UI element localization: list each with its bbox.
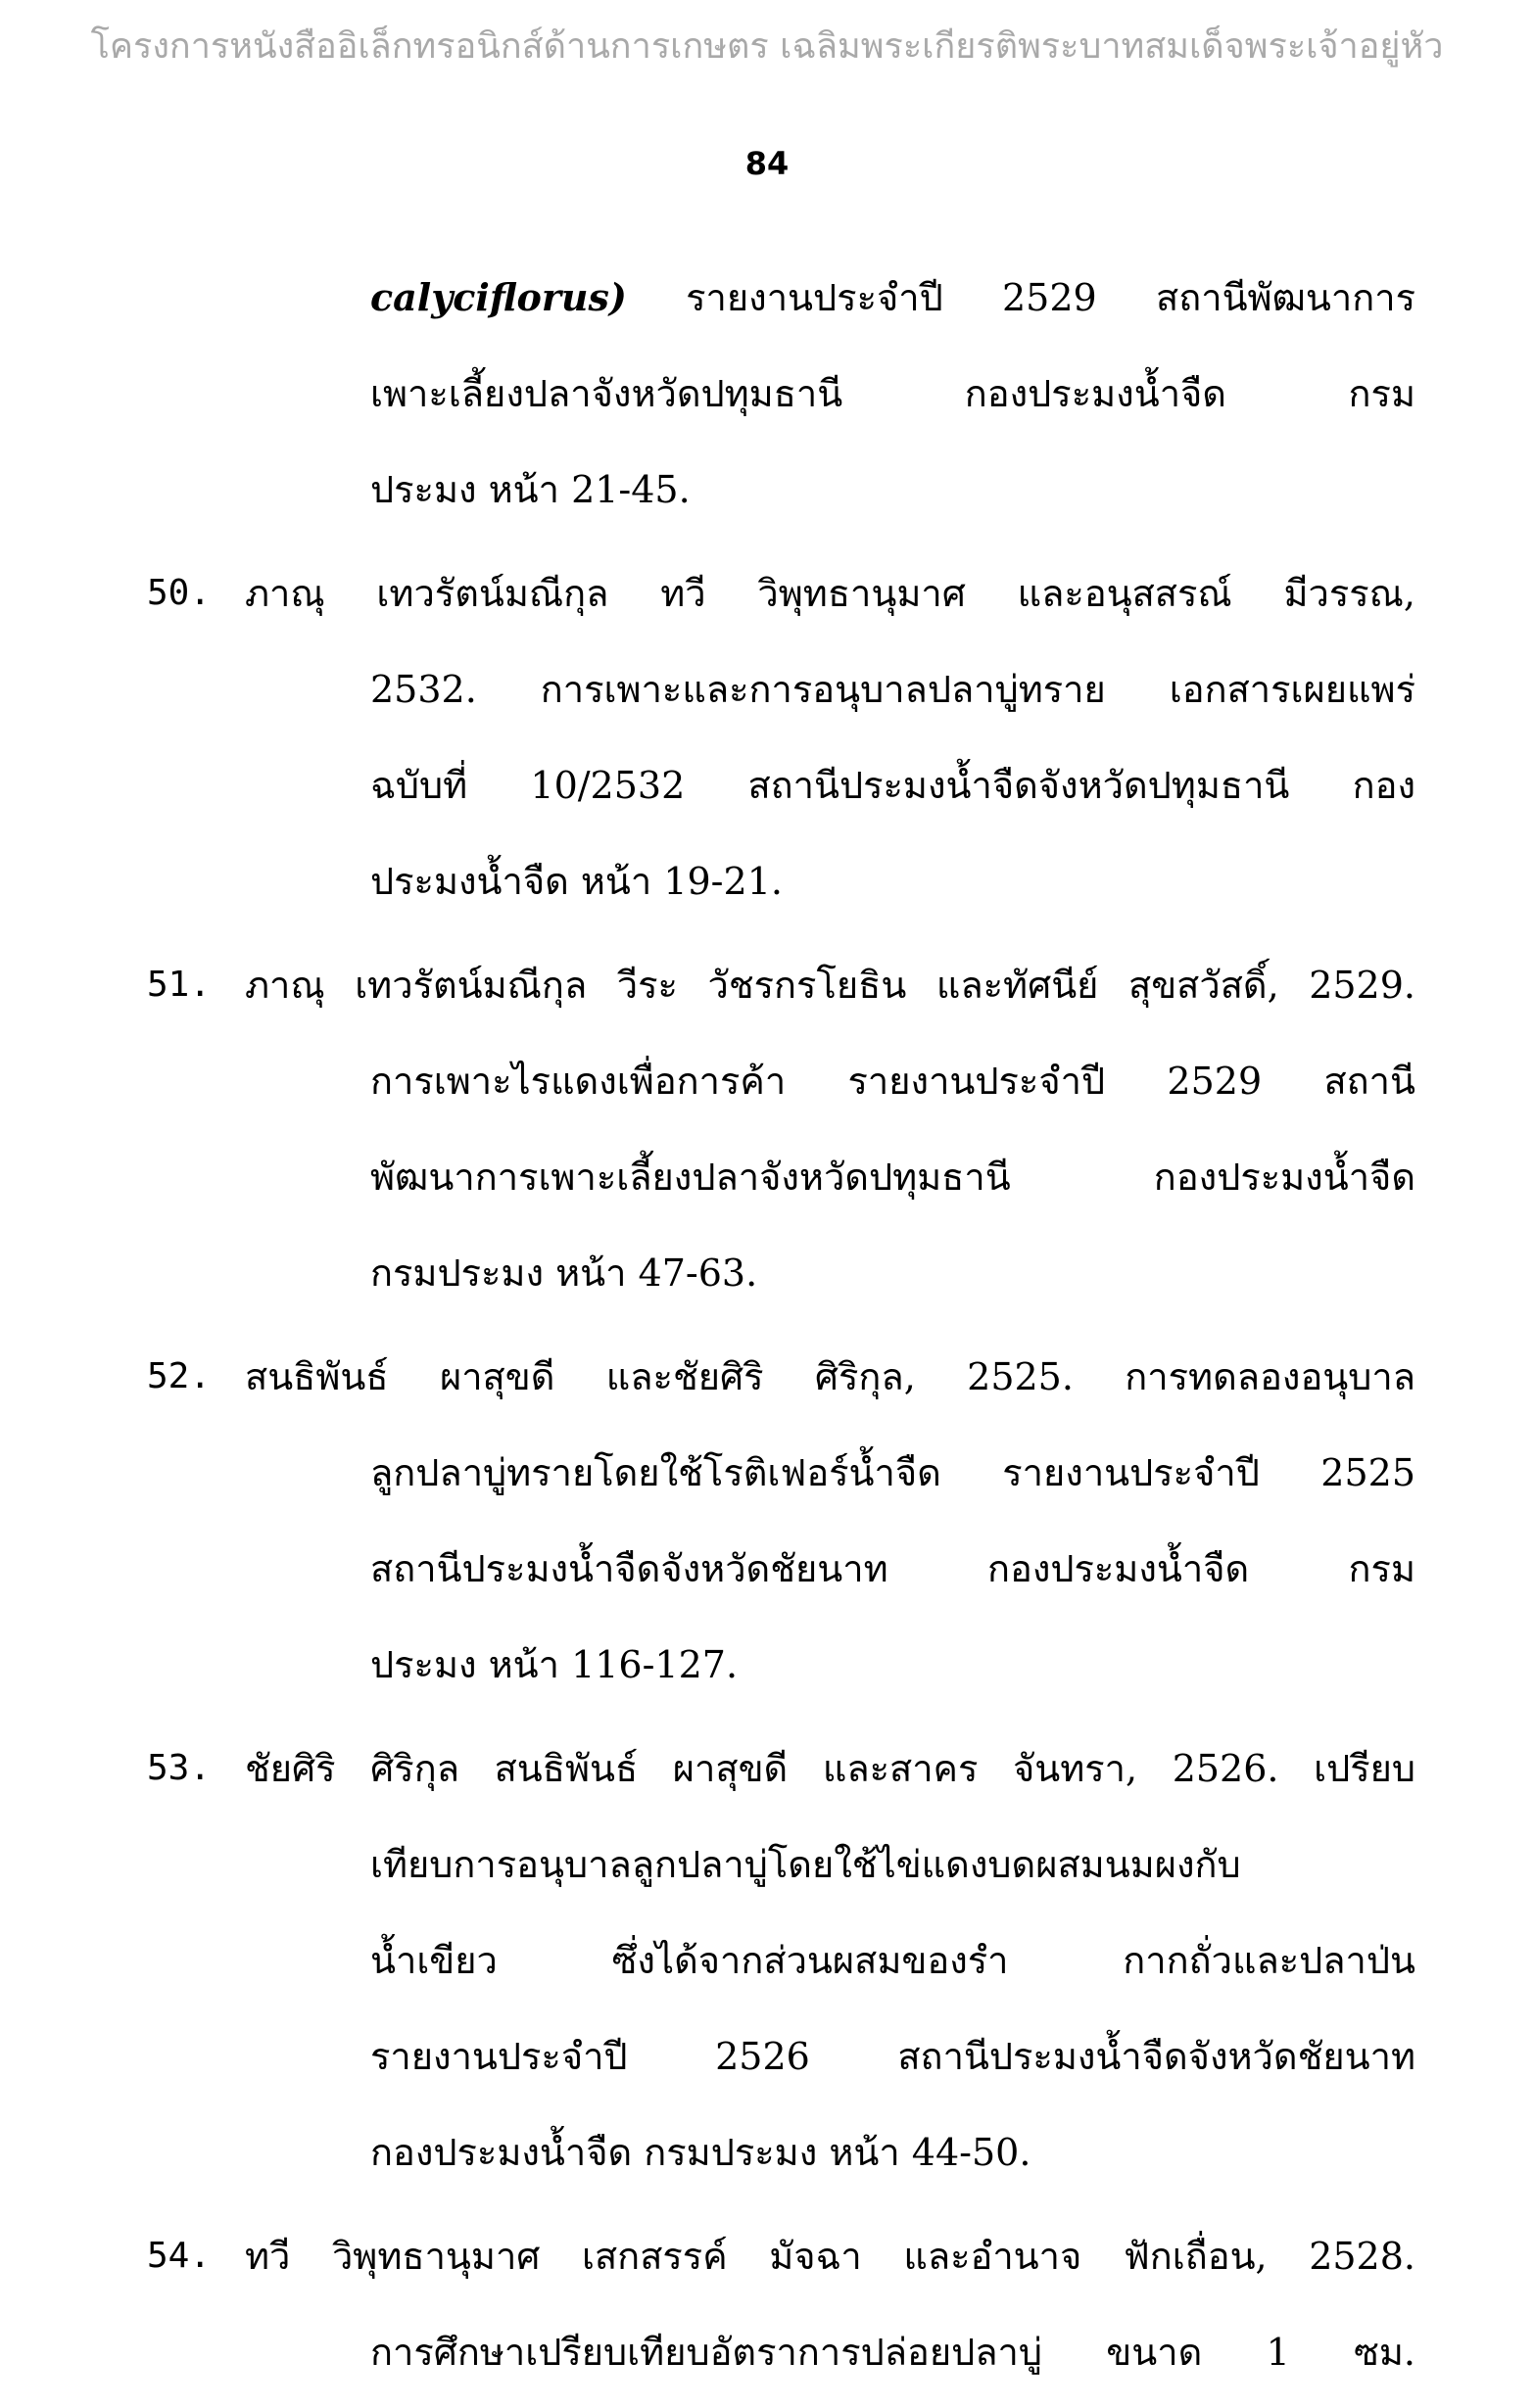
reference-line: ภาณุ เทวรัตน์มณีกุล ทวี วิพุทธานุมาศ และอนุสสรณ์ มีวรรณ, <box>245 572 1415 615</box>
reference-number: 54. <box>147 2236 212 2276</box>
reference-line: 2532. การเพาะและการอนุบาลปลาบู่ทราย เอกสารเผยแพร่ <box>370 668 1415 711</box>
page-number: 84 <box>744 145 790 182</box>
reference-line: สนธิพันธ์ ผาสุขดี และชัยศิริ ศิริกุล, 2525. การทดลองอนุบาล <box>245 1355 1415 1398</box>
reference-50 <box>147 545 1415 929</box>
reference-line: ทวี วิพุทธานุมาศ เสกสรรค์ มัจฉา และอำนาจ ฟักเถื่อน, 2528. <box>245 2235 1415 2278</box>
reference-line: ภาณุ เทวรัตน์มณีกุล วีระ วัชรกรโยธิน และทัศนีย์ สุขสวัสดิ์, 2529. <box>245 964 1415 1007</box>
reference-line: ประมง หน้า 116-127. <box>370 1643 739 1686</box>
reference-number: 50. <box>147 573 212 613</box>
bibliography <box>147 250 1415 2408</box>
reference-line: น้ำเขียว ซึ่งได้จากส่วนผสมของรำ กากถั่วและปลาป่น <box>370 1939 1415 1982</box>
reference-line: ประมงน้ำจืด หน้า 19-21. <box>370 860 783 903</box>
reference-line: การศึกษาเปรียบเทียบอัตราการปล่อยปลาบู่ ขนาด 1 ซม. <box>370 2331 1415 2374</box>
reference-number: 52. <box>147 1356 212 1396</box>
reference-line: รายงานประจำปี 2526 สถานีประมงน้ำจืดจังหวัดชัยนาท <box>370 2035 1415 2078</box>
reference-52 <box>147 1329 1415 1713</box>
reference-line: ลูกปลาบู่ทรายโดยใช้โรติเฟอร์น้ำจืด รายงานประจำปี 2525 <box>370 1451 1415 1494</box>
reference-line: ฉบับที่ 10/2532 สถานีประมงน้ำจืดจังหวัดปทุมธานี กอง <box>370 764 1415 807</box>
reference-line: การเพาะไรแดงเพื่อการค้า รายงานประจำปี 2529 สถานี <box>370 1060 1415 1103</box>
species-name: calyciflorus) <box>370 275 627 319</box>
reference-number: 51. <box>147 965 212 1005</box>
reference-line: พัฒนาการเพาะเลี้ยงปลาจังหวัดปทุมธานี กองประมงน้ำจืด <box>370 1156 1415 1199</box>
reference-line: กองประมงน้ำจืด กรมประมง หน้า 44-50. <box>370 2131 1031 2174</box>
reference-line: สถานีประมงน้ำจืดจังหวัดชัยนาท กองประมงน้ำจืด กรม <box>370 1547 1415 1590</box>
reference-line: กรมประมง หน้า 47-63. <box>370 1251 758 1295</box>
reference-continuation <box>147 250 1415 538</box>
reference-54 <box>147 2208 1415 2400</box>
reference-line: เพาะเลี้ยงปลาจังหวัดปทุมธานี กองประมงน้ำจืด กรม <box>370 372 1415 415</box>
reference-51 <box>147 937 1415 1321</box>
reference-number: 53. <box>147 1748 212 1788</box>
reference-text: รายงานประจำปี 2529 สถานีพัฒนาการ <box>626 276 1415 319</box>
reference-line: ชัยศิริ ศิริกุล สนธิพันธ์ ผาสุขดี และสาคร จันทรา, 2526. เปรียบ <box>245 1747 1415 1790</box>
reference-line: ประมง หน้า 21-45. <box>370 468 691 511</box>
reference-line <box>147 250 1415 346</box>
reference-line: เทียบการอนุบาลลูกปลาบู่โดยใช้ไข่แดงบดผสมนมผงกับ <box>370 1843 1241 1886</box>
project-banner: โครงการหนังสืออิเล็กทรอนิกส์ด้านการเกษตร เฉลิมพระเกียรติพระบาทสมเด็จพระเจ้าอยู่หัว <box>90 26 1444 67</box>
reference-53 <box>147 1721 1415 2200</box>
